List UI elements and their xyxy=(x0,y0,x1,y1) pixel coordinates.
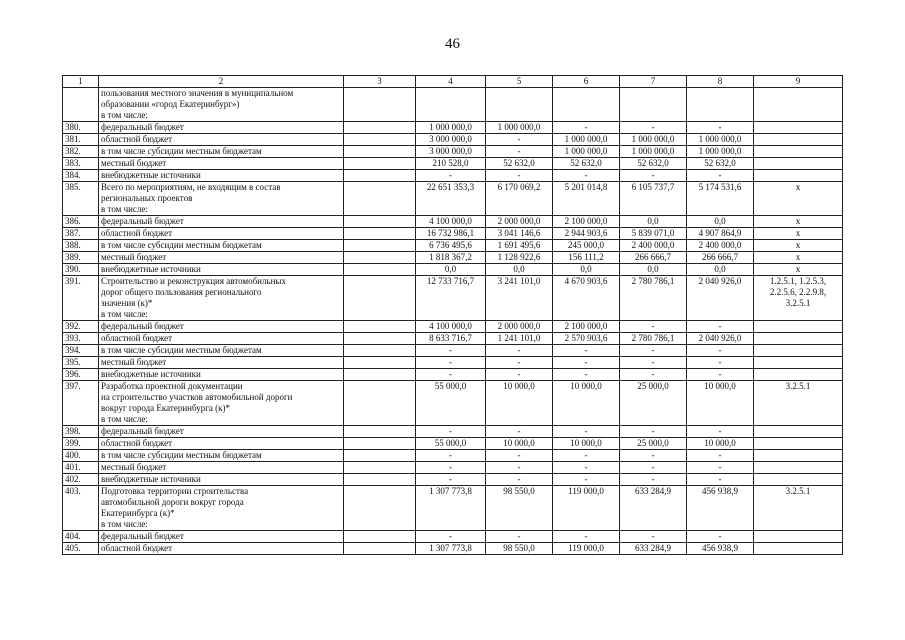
column-3-cell xyxy=(344,252,416,264)
year-value-cell: 1 000 000,0 xyxy=(687,134,754,146)
goal-code-cell xyxy=(754,531,843,543)
year-value-cell: 6 170 069,2 xyxy=(486,182,553,216)
column-header-9: 9 xyxy=(754,76,843,88)
header-row xyxy=(63,76,843,88)
table-row xyxy=(63,345,843,357)
year-value-cell: 2 400 000,0 xyxy=(620,240,687,252)
year-value-cell: 2 570 903,6 xyxy=(553,333,620,345)
column-3-cell xyxy=(344,474,416,486)
table-row xyxy=(63,88,843,122)
year-value-cell: 5 174 531,6 xyxy=(687,182,754,216)
table-row xyxy=(63,134,843,146)
year-value-cell: 3 241 101,0 xyxy=(486,276,553,321)
total-value-cell: 22 651 353,3 xyxy=(416,182,486,216)
year-value-cell: 52 632,0 xyxy=(687,158,754,170)
year-value-cell: - xyxy=(687,426,754,438)
column-3-cell xyxy=(344,240,416,252)
year-value-cell: 52 632,0 xyxy=(620,158,687,170)
year-value-cell: 52 632,0 xyxy=(486,158,553,170)
row-number-cell: 398. xyxy=(63,426,99,438)
year-value-cell: - xyxy=(620,450,687,462)
year-value-cell: 2 400 000,0 xyxy=(687,240,754,252)
year-value-cell: 456 938,9 xyxy=(687,543,754,555)
year-value-cell: - xyxy=(620,462,687,474)
table-body xyxy=(63,88,843,555)
column-3-cell xyxy=(344,228,416,240)
description-cell: внебюджетные источники xyxy=(99,369,344,381)
description-cell: в том числе субсидии местным бюджетам xyxy=(99,345,344,357)
year-value-cell: - xyxy=(486,474,553,486)
year-value-cell: 1 000 000,0 xyxy=(620,146,687,158)
year-value-cell: 0,0 xyxy=(687,216,754,228)
description-cell: федеральный бюджет xyxy=(99,216,344,228)
row-number-cell: 381. xyxy=(63,134,99,146)
goal-code-cell xyxy=(754,146,843,158)
table-row xyxy=(63,216,843,228)
total-value-cell: 3 000 000,0 xyxy=(416,146,486,158)
goal-code-cell xyxy=(754,450,843,462)
table-row xyxy=(63,228,843,240)
year-value-cell: - xyxy=(687,474,754,486)
table-row xyxy=(63,333,843,345)
year-value-cell: 6 105 737,7 xyxy=(620,182,687,216)
year-value-cell: 52 632,0 xyxy=(553,158,620,170)
year-value-cell: 2 040 926,0 xyxy=(687,276,754,321)
table-row xyxy=(63,276,843,321)
year-value-cell: 0,0 xyxy=(620,216,687,228)
year-value-cell: 1 691 495,6 xyxy=(486,240,553,252)
table-row xyxy=(63,531,843,543)
goal-code-cell: х xyxy=(754,252,843,264)
description-cell: внебюджетные источники xyxy=(99,170,344,182)
column-3-cell xyxy=(344,357,416,369)
column-3-cell xyxy=(344,543,416,555)
goal-code-cell xyxy=(754,345,843,357)
row-number-cell: 389. xyxy=(63,252,99,264)
year-value-cell: - xyxy=(687,170,754,182)
year-value-cell: - xyxy=(486,345,553,357)
column-header-6: 6 xyxy=(553,76,620,88)
description-cell: Подготовка территории строительства автомобильной дороги вокруг города Екатеринбурга (к)* в том числе: xyxy=(99,486,344,531)
description-cell: в том числе субсидии местным бюджетам xyxy=(99,146,344,158)
goal-code-cell xyxy=(754,158,843,170)
year-value-cell xyxy=(620,88,687,122)
column-3-cell xyxy=(344,462,416,474)
year-value-cell: - xyxy=(620,369,687,381)
year-value-cell: - xyxy=(620,357,687,369)
column-3-cell xyxy=(344,170,416,182)
row-number-cell: 404. xyxy=(63,531,99,543)
goal-code-cell xyxy=(754,438,843,450)
column-3-cell xyxy=(344,426,416,438)
year-value-cell: 25 000,0 xyxy=(620,381,687,426)
goal-code-cell: х xyxy=(754,228,843,240)
row-number-cell: 383. xyxy=(63,158,99,170)
goal-code-cell: 1.2.5.1, 1.2.5.3, 2.2.5.6, 2.2.9.8, 3.2.5.1 xyxy=(754,276,843,321)
column-3-cell xyxy=(344,182,416,216)
total-value-cell: 8 633 716,7 xyxy=(416,333,486,345)
row-number-cell: 386. xyxy=(63,216,99,228)
row-number-cell xyxy=(63,88,99,122)
goal-code-cell: 3.2.5.1 xyxy=(754,381,843,426)
column-header-5: 5 xyxy=(486,76,553,88)
total-value-cell: - xyxy=(416,462,486,474)
year-value-cell: 2 100 000,0 xyxy=(553,321,620,333)
year-value-cell xyxy=(687,88,754,122)
row-number-cell: 382. xyxy=(63,146,99,158)
description-cell: местный бюджет xyxy=(99,462,344,474)
goal-code-cell xyxy=(754,122,843,134)
year-value-cell: 3 041 146,6 xyxy=(486,228,553,240)
year-value-cell: - xyxy=(553,345,620,357)
year-value-cell: - xyxy=(687,462,754,474)
year-value-cell: 10 000,0 xyxy=(486,381,553,426)
goal-code-cell xyxy=(754,462,843,474)
year-value-cell: - xyxy=(553,122,620,134)
year-value-cell: 266 666,7 xyxy=(620,252,687,264)
total-value-cell: 6 736 495,6 xyxy=(416,240,486,252)
description-cell: областной бюджет xyxy=(99,134,344,146)
total-value-cell: - xyxy=(416,357,486,369)
year-value-cell: - xyxy=(486,426,553,438)
goal-code-cell xyxy=(754,543,843,555)
table-row xyxy=(63,357,843,369)
row-number-cell: 388. xyxy=(63,240,99,252)
goal-code-cell: х xyxy=(754,240,843,252)
column-3-cell xyxy=(344,381,416,426)
column-header-2: 2 xyxy=(99,76,344,88)
page-number: 46 xyxy=(445,36,460,52)
total-value-cell: - xyxy=(416,170,486,182)
year-value-cell: 2 000 000,0 xyxy=(486,216,553,228)
column-3-cell xyxy=(344,333,416,345)
year-value-cell: 0,0 xyxy=(553,264,620,276)
column-3-cell xyxy=(344,450,416,462)
table-row xyxy=(63,381,843,426)
table-row xyxy=(63,438,843,450)
year-value-cell: - xyxy=(486,369,553,381)
description-cell: областной бюджет xyxy=(99,543,344,555)
column-3-cell xyxy=(344,264,416,276)
goal-code-cell xyxy=(754,170,843,182)
row-number-cell: 391. xyxy=(63,276,99,321)
column-header-8: 8 xyxy=(687,76,754,88)
row-number-cell: 402. xyxy=(63,474,99,486)
year-value-cell: 1 000 000,0 xyxy=(486,122,553,134)
year-value-cell: 1 128 922,6 xyxy=(486,252,553,264)
row-number-cell: 405. xyxy=(63,543,99,555)
column-3-cell xyxy=(344,369,416,381)
year-value-cell: - xyxy=(687,369,754,381)
goal-code-cell xyxy=(754,426,843,438)
year-value-cell: 633 284,9 xyxy=(620,543,687,555)
year-value-cell: - xyxy=(620,170,687,182)
year-value-cell: 2 040 926,0 xyxy=(687,333,754,345)
total-value-cell: 1 307 773,8 xyxy=(416,486,486,531)
total-value-cell: 4 100 000,0 xyxy=(416,321,486,333)
table-row xyxy=(63,426,843,438)
goal-code-cell: х xyxy=(754,182,843,216)
row-number-cell: 392. xyxy=(63,321,99,333)
row-number-cell: 384. xyxy=(63,170,99,182)
description-cell: в том числе субсидии местным бюджетам xyxy=(99,450,344,462)
year-value-cell: - xyxy=(553,426,620,438)
year-value-cell: - xyxy=(553,170,620,182)
year-value-cell: - xyxy=(620,531,687,543)
column-3-cell xyxy=(344,531,416,543)
year-value-cell: 10 000,0 xyxy=(553,438,620,450)
total-value-cell: 1 818 367,2 xyxy=(416,252,486,264)
row-number-cell: 396. xyxy=(63,369,99,381)
column-3-cell xyxy=(344,345,416,357)
total-value-cell: 3 000 000,0 xyxy=(416,134,486,146)
table-row xyxy=(63,450,843,462)
description-cell: местный бюджет xyxy=(99,158,344,170)
description-cell: местный бюджет xyxy=(99,252,344,264)
row-number-cell: 390. xyxy=(63,264,99,276)
table-row xyxy=(63,158,843,170)
year-value-cell: 10 000,0 xyxy=(486,438,553,450)
year-value-cell: 2 000 000,0 xyxy=(486,321,553,333)
year-value-cell: - xyxy=(486,134,553,146)
year-value-cell: 10 000,0 xyxy=(687,438,754,450)
row-number-cell: 397. xyxy=(63,381,99,426)
table-row xyxy=(63,170,843,182)
column-header-1: 1 xyxy=(63,76,99,88)
year-value-cell: 2 780 786,1 xyxy=(620,333,687,345)
year-value-cell: 633 284,9 xyxy=(620,486,687,531)
year-value-cell: - xyxy=(553,450,620,462)
total-value-cell: 55 000,0 xyxy=(416,438,486,450)
column-header-3: 3 xyxy=(344,76,416,88)
year-value-cell: 2 780 786,1 xyxy=(620,276,687,321)
year-value-cell: 5 839 071,0 xyxy=(620,228,687,240)
table-row xyxy=(63,252,843,264)
table-row xyxy=(63,486,843,531)
description-cell: федеральный бюджет xyxy=(99,426,344,438)
description-cell: пользования местного значения в муниципальном образовании «город Екатеринбург») в том числе: xyxy=(99,88,344,122)
description-cell: федеральный бюджет xyxy=(99,531,344,543)
year-value-cell: 1 000 000,0 xyxy=(620,134,687,146)
year-value-cell: 119 000,0 xyxy=(553,486,620,531)
table-row xyxy=(63,321,843,333)
goal-code-cell: х xyxy=(754,216,843,228)
total-value-cell: 1 307 773,8 xyxy=(416,543,486,555)
year-value-cell: - xyxy=(687,357,754,369)
column-3-cell xyxy=(344,486,416,531)
year-value-cell: - xyxy=(486,531,553,543)
year-value-cell: 1 000 000,0 xyxy=(553,134,620,146)
year-value-cell: - xyxy=(486,357,553,369)
year-value-cell: - xyxy=(620,321,687,333)
total-value-cell: - xyxy=(416,531,486,543)
description-cell: в том числе субсидии местным бюджетам xyxy=(99,240,344,252)
year-value-cell: 4 907 864,9 xyxy=(687,228,754,240)
row-number-cell: 403. xyxy=(63,486,99,531)
year-value-cell: - xyxy=(687,531,754,543)
goal-code-cell xyxy=(754,357,843,369)
column-3-cell xyxy=(344,216,416,228)
description-cell: Разработка проектной документации на строительство участков автомобильной дороги вокруг города Екатеринбурга (к)* в том числе: xyxy=(99,381,344,426)
total-value-cell: 12 733 716,7 xyxy=(416,276,486,321)
table-row xyxy=(63,474,843,486)
year-value-cell: 25 000,0 xyxy=(620,438,687,450)
goal-code-cell xyxy=(754,474,843,486)
table-row xyxy=(63,122,843,134)
description-cell: Всего по мероприятиям, не входящим в состав региональных проектов в том числе: xyxy=(99,182,344,216)
year-value-cell: 4 670 903,6 xyxy=(553,276,620,321)
table-row xyxy=(63,264,843,276)
total-value-cell: - xyxy=(416,345,486,357)
column-3-cell xyxy=(344,438,416,450)
year-value-cell: - xyxy=(687,122,754,134)
description-cell: местный бюджет xyxy=(99,357,344,369)
total-value-cell: 16 732 986,1 xyxy=(416,228,486,240)
year-value-cell: 1 241 101,0 xyxy=(486,333,553,345)
year-value-cell: 98 550,0 xyxy=(486,486,553,531)
year-value-cell: 5 201 014,8 xyxy=(553,182,620,216)
table-row xyxy=(63,462,843,474)
goal-code-cell xyxy=(754,333,843,345)
total-value-cell xyxy=(416,88,486,122)
column-3-cell xyxy=(344,276,416,321)
year-value-cell: - xyxy=(486,170,553,182)
year-value-cell: 2 100 000,0 xyxy=(553,216,620,228)
year-value-cell: 0,0 xyxy=(687,264,754,276)
year-value-cell: 1 000 000,0 xyxy=(553,146,620,158)
row-number-cell: 380. xyxy=(63,122,99,134)
year-value-cell: - xyxy=(620,474,687,486)
total-value-cell: 1 000 000,0 xyxy=(416,122,486,134)
column-3-cell xyxy=(344,158,416,170)
year-value-cell: - xyxy=(486,450,553,462)
year-value-cell: - xyxy=(620,426,687,438)
description-cell: областной бюджет xyxy=(99,228,344,240)
year-value-cell: 456 938,9 xyxy=(687,486,754,531)
column-3-cell xyxy=(344,321,416,333)
description-cell: внебюджетные источники xyxy=(99,264,344,276)
year-value-cell: - xyxy=(486,462,553,474)
year-value-cell: 98 550,0 xyxy=(486,543,553,555)
budget-table xyxy=(62,75,843,555)
year-value-cell: - xyxy=(486,146,553,158)
column-3-cell xyxy=(344,88,416,122)
goal-code-cell xyxy=(754,321,843,333)
row-number-cell: 393. xyxy=(63,333,99,345)
description-cell: федеральный бюджет xyxy=(99,321,344,333)
total-value-cell: 0,0 xyxy=(416,264,486,276)
table-row xyxy=(63,369,843,381)
total-value-cell: - xyxy=(416,474,486,486)
year-value-cell: - xyxy=(620,345,687,357)
row-number-cell: 399. xyxy=(63,438,99,450)
year-value-cell: - xyxy=(553,474,620,486)
table-row xyxy=(63,543,843,555)
goal-code-cell xyxy=(754,88,843,122)
year-value-cell: - xyxy=(553,531,620,543)
goal-code-cell: 3.2.5.1 xyxy=(754,486,843,531)
table-row xyxy=(63,182,843,216)
row-number-cell: 387. xyxy=(63,228,99,240)
description-cell: внебюджетные источники xyxy=(99,474,344,486)
year-value-cell: - xyxy=(687,450,754,462)
description-cell: областной бюджет xyxy=(99,438,344,450)
goal-code-cell xyxy=(754,134,843,146)
description-cell: областной бюджет xyxy=(99,333,344,345)
year-value-cell: 0,0 xyxy=(486,264,553,276)
row-number-cell: 400. xyxy=(63,450,99,462)
year-value-cell: 156 111,2 xyxy=(553,252,620,264)
column-3-cell xyxy=(344,122,416,134)
column-3-cell xyxy=(344,146,416,158)
year-value-cell: - xyxy=(553,462,620,474)
year-value-cell: - xyxy=(687,321,754,333)
year-value-cell: 10 000,0 xyxy=(687,381,754,426)
year-value-cell: 2 944 903,6 xyxy=(553,228,620,240)
year-value-cell xyxy=(553,88,620,122)
column-3-cell xyxy=(344,134,416,146)
year-value-cell: 10 000,0 xyxy=(553,381,620,426)
total-value-cell: 55 000,0 xyxy=(416,381,486,426)
row-number-cell: 401. xyxy=(63,462,99,474)
year-value-cell: - xyxy=(687,345,754,357)
row-number-cell: 394. xyxy=(63,345,99,357)
table-row xyxy=(63,146,843,158)
table-row xyxy=(63,240,843,252)
year-value-cell: 245 000,0 xyxy=(553,240,620,252)
year-value-cell: - xyxy=(553,357,620,369)
total-value-cell: - xyxy=(416,450,486,462)
year-value-cell: 266 666,7 xyxy=(687,252,754,264)
year-value-cell: - xyxy=(553,369,620,381)
goal-code-cell xyxy=(754,369,843,381)
goal-code-cell: х xyxy=(754,264,843,276)
total-value-cell: - xyxy=(416,426,486,438)
description-cell: федеральный бюджет xyxy=(99,122,344,134)
year-value-cell: 1 000 000,0 xyxy=(687,146,754,158)
year-value-cell: 119 000,0 xyxy=(553,543,620,555)
total-value-cell: 4 100 000,0 xyxy=(416,216,486,228)
row-number-cell: 395. xyxy=(63,357,99,369)
year-value-cell: - xyxy=(620,122,687,134)
column-header-4: 4 xyxy=(416,76,486,88)
year-value-cell: 0,0 xyxy=(620,264,687,276)
column-header-7: 7 xyxy=(620,76,687,88)
year-value-cell xyxy=(486,88,553,122)
description-cell: Строительство и реконструкция автомобильных дорог общего пользования регионального значения (к)* в том числе: xyxy=(99,276,344,321)
total-value-cell: - xyxy=(416,369,486,381)
row-number-cell: 385. xyxy=(63,182,99,216)
total-value-cell: 210 528,0 xyxy=(416,158,486,170)
